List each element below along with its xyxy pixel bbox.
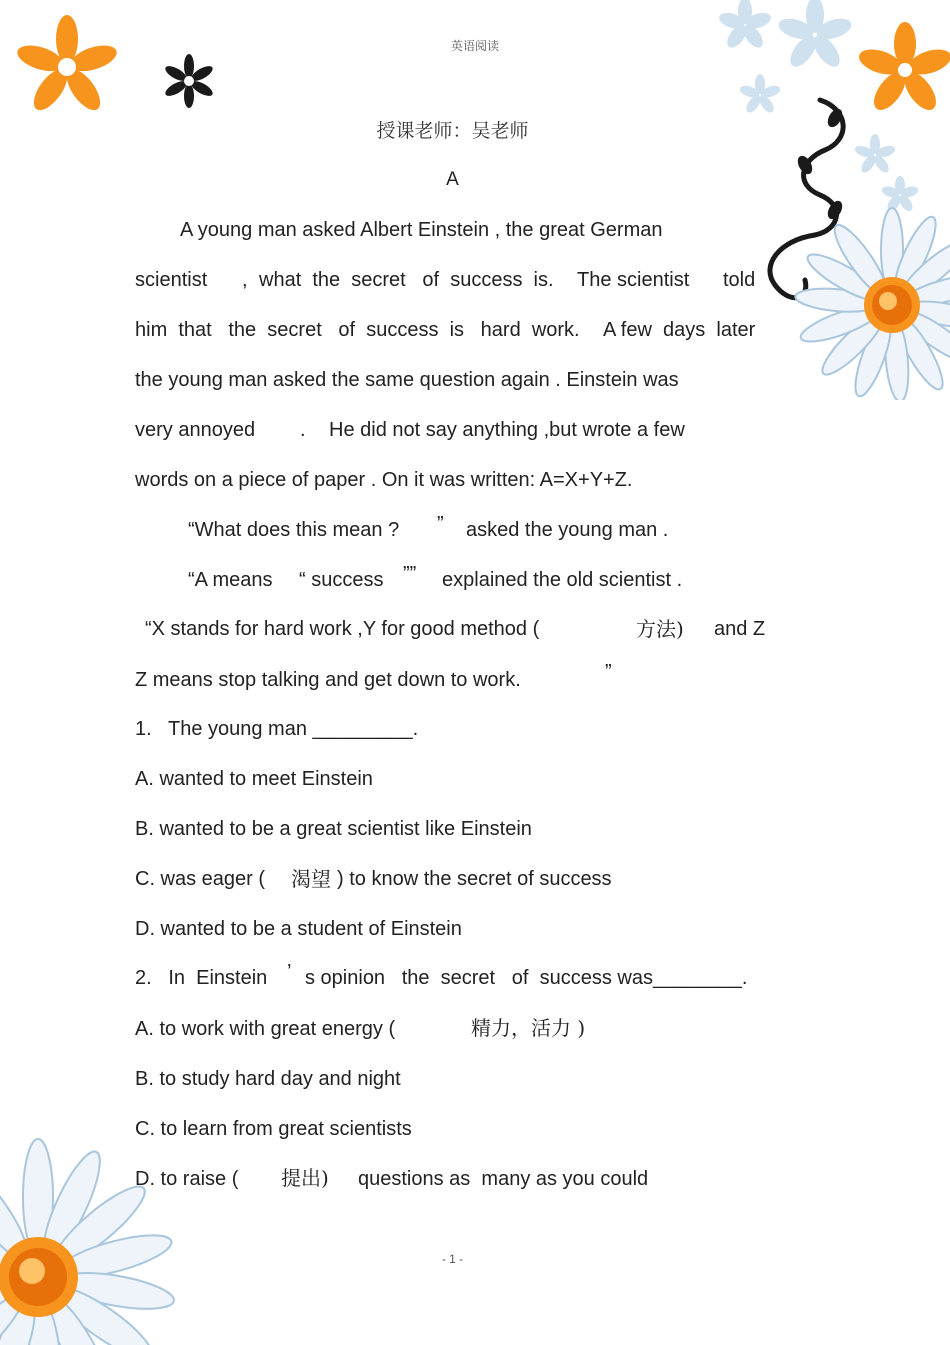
passage-line-8d: explained the old scientist . [442, 569, 683, 591]
passage-line-3b: A few days later [603, 319, 756, 341]
passage-line-8a: “A means [188, 569, 273, 591]
question-1-option-a: A. wanted to meet Einstein [135, 768, 373, 790]
page-number: - 1 - [441, 1252, 464, 1266]
question-2-stem-part2: ’ [287, 961, 292, 983]
passage-line-7c: asked the young man . [466, 519, 669, 541]
header-title: 英语阅读 [450, 39, 499, 53]
question-1-option-c-part1: C. was eager ( [135, 868, 266, 890]
daisy-icon [0, 1115, 190, 1345]
question-2-option-a-part1: A. to work with great energy ( [135, 1018, 396, 1040]
passage-line-8b: “ success [299, 569, 384, 591]
passage-line-2c: what the secret of success is. [259, 269, 554, 291]
question-2-option-d-part2: 提出) [281, 1166, 329, 1190]
passage-line-8c: ”” [403, 563, 417, 585]
passage-line-7b: ” [437, 513, 444, 535]
passage-line-5c: He did not say anything ,but wrote a few [329, 419, 685, 441]
passage-line-9b: 方法) [636, 617, 684, 641]
passage-line-5b: . [300, 419, 306, 441]
passage-line-2a: scientist [135, 269, 208, 291]
passage-line-6: words on a piece of paper . On it was written: A=X+Y+Z. [135, 469, 633, 491]
question-2-option-c: C. to learn from great scientists [135, 1118, 412, 1140]
passage-line-10a: Z means stop talking and get down to work. [135, 669, 521, 691]
passage-line-10b: ” [605, 661, 612, 683]
question-1-option-d: D. wanted to be a student of Einstein [135, 918, 462, 940]
question-2-option-d-part3: questions as many as you could [358, 1168, 649, 1190]
passage-line-9a: “X stands for hard work ,Y for good method ( [145, 618, 540, 640]
passage-line-5a: very annoyed [135, 419, 256, 441]
passage-line-3a: him that the secret of success is hard work. [135, 319, 580, 341]
passage-line-7a: “What does this mean ? [188, 519, 400, 541]
question-2-option-b: B. to study hard day and night [135, 1068, 401, 1090]
passage-line-2b: , [242, 269, 248, 291]
passage-line-1: A young man asked Albert Einstein , the great German [180, 219, 663, 241]
passage-line-4: the young man asked the same question again . Einstein was [135, 369, 679, 391]
question-1-option-c-part2: 渴望 [291, 867, 331, 891]
question-2-option-a-part2: 精力，活力 ) [471, 1016, 586, 1040]
passage-line-2e: told [723, 269, 756, 291]
passage-line-2d: The scientist [577, 269, 690, 291]
question-1-option-b: B. wanted to be a great scientist like Einstein [135, 818, 532, 840]
orange-flower-icon [15, 15, 120, 120]
question-2-stem-part3: s opinion the secret of success was________. [305, 967, 748, 989]
question-1-option-c-part3: ) to know the secret of success [337, 868, 612, 890]
teacher-line: 授课老师：吴老师 [376, 120, 529, 142]
question-2-stem-part1: 2. In Einstein [135, 967, 268, 989]
black-flower-icon [160, 52, 218, 110]
section-heading: A [446, 169, 459, 190]
question-1-stem: 1. The young man _________. [135, 718, 419, 740]
question-2-option-d-part1: D. to raise ( [135, 1168, 239, 1190]
passage-line-9c: and Z [714, 618, 766, 640]
